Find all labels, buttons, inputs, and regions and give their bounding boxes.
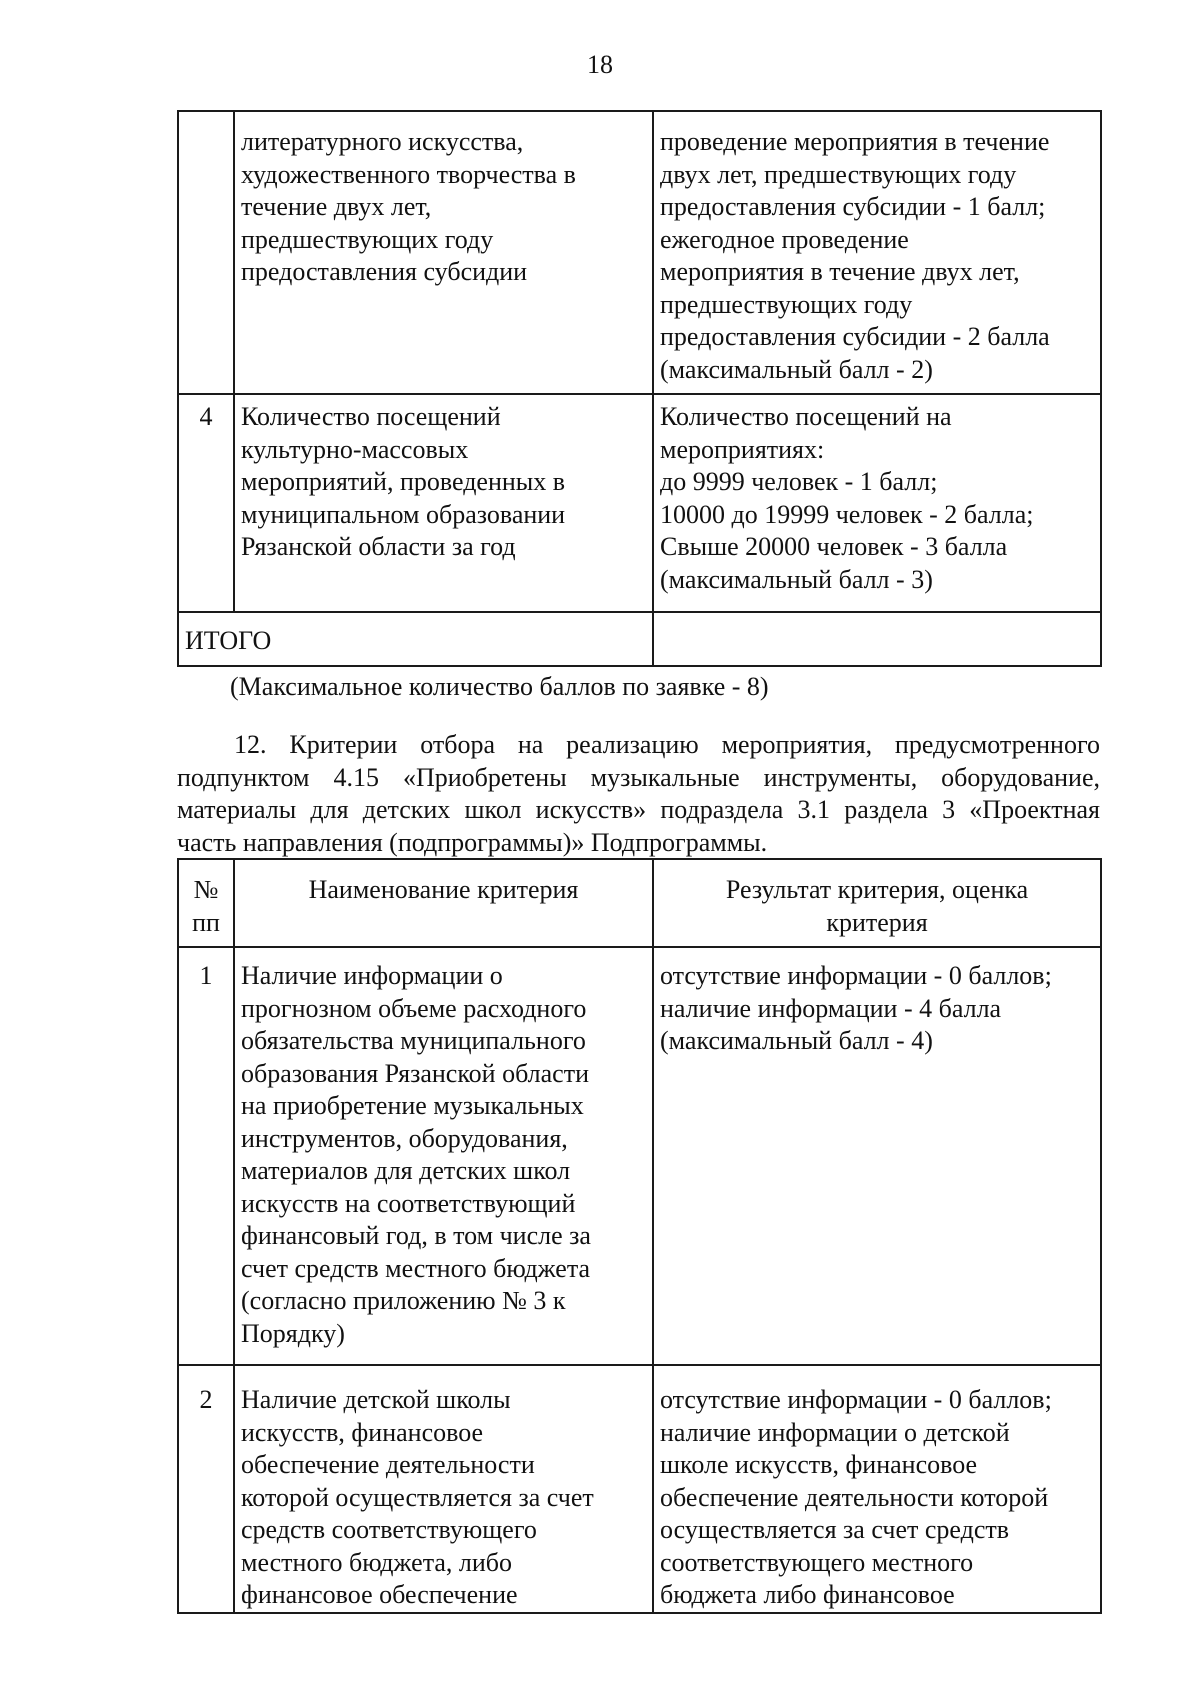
header-criterion	[234, 859, 653, 947]
total-value	[653, 612, 1101, 666]
table-row	[178, 947, 1101, 1365]
text-line: наличие информации о детской	[660, 1417, 1010, 1447]
text-line: на приобретение музыкальных	[241, 1091, 584, 1120]
text-line: счет средств местного бюджета	[241, 1253, 591, 1283]
paragraph-line: материалы для детских школ искусств» подраздела 3.1 раздела 3 «Проектная	[177, 795, 1100, 824]
text-line: предоставления субсидии	[241, 257, 528, 286]
criterion-cell	[234, 947, 653, 1365]
text-line: предшествующих году	[241, 224, 494, 254]
page-number: 18	[587, 50, 613, 79]
text-line: культурно-массовых	[241, 434, 469, 464]
header-number	[178, 859, 234, 947]
result-cell	[653, 947, 1101, 1365]
text-line: (максимальный балл - 3)	[660, 564, 933, 594]
text-line: ежегодное проведение	[660, 224, 909, 254]
row-number: 1	[178, 947, 234, 1365]
criterion-cell	[234, 394, 653, 612]
max-score-note: (Максимальное количество баллов по заявке - 8)	[230, 672, 769, 701]
text-line: отсутствие информации - 0 баллов;	[660, 1385, 1052, 1414]
text-line: Рязанской области за год	[241, 532, 516, 561]
text-line: Свыше 20000 человек - 3 балла	[660, 532, 1008, 561]
text-line: школе искусств, финансовое	[660, 1450, 978, 1479]
row-number: 2	[178, 1365, 234, 1613]
text-line: соответствующего местного	[660, 1547, 974, 1577]
text-line: которой осуществляется за счет	[241, 1482, 594, 1512]
text-line: Порядку)	[241, 1318, 345, 1348]
text-line: отсутствие информации - 0 баллов;	[660, 961, 1052, 990]
text-line: предоставления субсидии - 2 балла	[660, 322, 1050, 351]
text-line: финансовое обеспечение	[241, 1580, 518, 1609]
text-line: 10000 до 19999 человек - 2 балла;	[660, 499, 1034, 529]
text-line: пп	[192, 907, 220, 937]
criteria-table-12	[177, 858, 1102, 1614]
text-line: предшествующих году	[660, 289, 913, 319]
table-row	[178, 394, 1101, 612]
text-line: Наличие информации о	[241, 961, 503, 990]
result-cell	[653, 111, 1101, 394]
paragraph-12	[177, 729, 1100, 859]
text-line: мероприятиях:	[660, 434, 825, 464]
text-line: искусств на соответствующий	[241, 1188, 576, 1218]
paragraph-line: 12. Критерии отбора на реализацию мероприятия, предусмотренного	[234, 730, 1100, 759]
text-line: Результат критерия, оценка	[725, 875, 1029, 904]
text-line: (максимальный балл - 2)	[660, 354, 933, 384]
text-line: Количество посещений	[241, 402, 501, 431]
table-row	[178, 111, 1101, 394]
text-line: Наличие детской школы	[241, 1385, 511, 1414]
text-line: обязательства муниципального	[241, 1026, 586, 1055]
total-row	[178, 612, 1101, 666]
text-line: мероприятий, проведенных в	[241, 467, 566, 496]
text-line: наличие информации - 4 балла	[660, 993, 1002, 1023]
text-line: (согласно приложению № 3 к	[241, 1286, 566, 1315]
total-label: ИТОГО	[178, 612, 653, 666]
table-row	[178, 1365, 1101, 1613]
text-line: Наименование критерия	[308, 875, 579, 904]
text-line: образования Рязанской области	[241, 1058, 589, 1088]
text-line: бюджета либо финансовое	[660, 1580, 955, 1609]
text-line: литературного искусства,	[241, 127, 524, 156]
criteria-table-continued	[177, 110, 1102, 667]
criterion-cell	[234, 111, 653, 394]
text-line: муниципальном образовании	[241, 499, 566, 529]
text-line: проведение мероприятия в течение	[660, 127, 1050, 156]
result-cell	[653, 394, 1101, 612]
text-line: обеспечение деятельности	[241, 1450, 535, 1479]
text-line: двух лет, предшествующих году	[660, 159, 1017, 189]
text-line: материалов для детских школ	[241, 1156, 571, 1185]
text-line: обеспечение деятельности которой	[660, 1482, 1049, 1512]
criterion-cell	[234, 1365, 653, 1613]
text-line: критерия	[826, 907, 928, 937]
paragraph-line: подпунктом 4.15 «Приобретены музыкальные инструменты, оборудование,	[177, 762, 1100, 792]
text-line: до 9999 человек - 1 балл;	[660, 467, 938, 496]
paragraph-line: часть направления (подпрограммы)» Подпрограммы.	[177, 827, 768, 857]
text-line: №	[193, 875, 219, 904]
text-line: художественного творчества в	[241, 159, 576, 189]
text-line: течение двух лет,	[241, 192, 432, 221]
result-cell	[653, 1365, 1101, 1613]
text-line: местного бюджета, либо	[241, 1547, 513, 1577]
table-header-row	[178, 859, 1101, 947]
text-line: осуществляется за счет средств	[660, 1515, 1009, 1544]
row-number: 4	[178, 394, 234, 612]
text-line: искусств, финансовое	[241, 1417, 484, 1447]
text-line: Количество посещений на	[660, 402, 952, 431]
text-line: прогнозном объеме расходного	[241, 993, 587, 1023]
text-line: (максимальный балл - 4)	[660, 1026, 933, 1055]
text-line: мероприятия в течение двух лет,	[660, 257, 1020, 286]
row-number	[178, 111, 234, 394]
text-line: финансовый год, в том числе за	[241, 1221, 591, 1250]
text-line: средств соответствующего	[241, 1515, 537, 1544]
header-result	[653, 859, 1101, 947]
text-line: предоставления субсидии - 1 балл;	[660, 192, 1046, 221]
text-line: инструментов, оборудования,	[241, 1123, 568, 1153]
